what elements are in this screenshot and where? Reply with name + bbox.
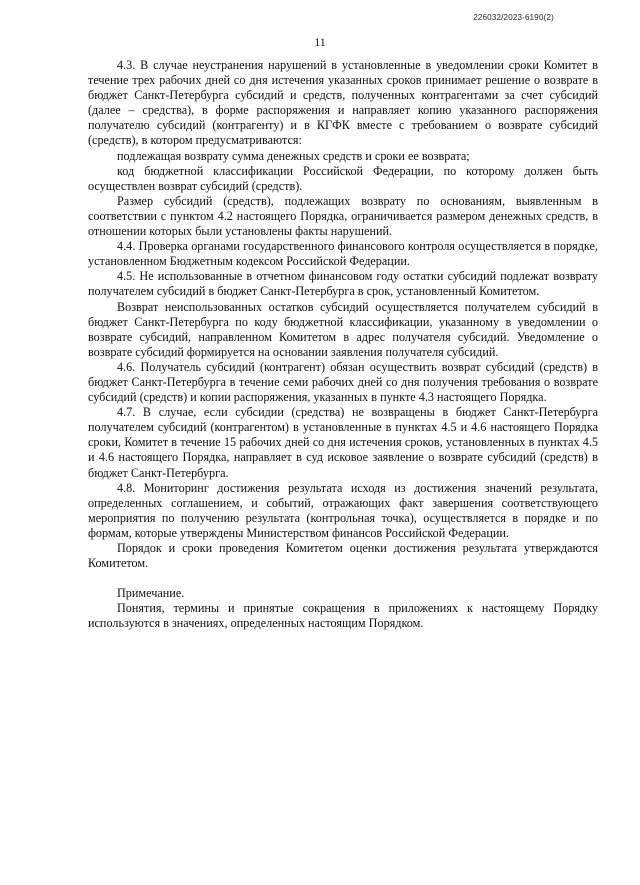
paragraph-subsidy-size: Размер субсидий (средств), подлежащих возврату по основаниям, выявленным в соответствии с пунктом 4.2 настоящего Порядка, ограничивается размером денежных средств, в отношении которых были установлены факты нарушений. xyxy=(88,193,598,239)
paragraph-unused-balance-return: Возврат неиспользованных остатков субсидий осуществляется получателем субсидий в бюджет Санкт-Петербурга по коду бюджетной классификации, указанному в уведомлении о возврате субсидий, направленном Комитетом в адрес получателя субсидий. Уведомление о возврате субсидий формируется на основании заявления получателя субсидий. xyxy=(88,299,598,359)
page-number: 11 xyxy=(314,35,326,49)
paragraph-return-amount: подлежащая возврату сумма денежных средств и сроки ее возврата; xyxy=(117,148,470,163)
paragraph-budget-code: код бюджетной классификации Российской Федерации, по которому должен быть осуществлен возврат субсидий (средств). xyxy=(88,163,598,193)
paragraph-4-6: 4.6. Получатель субсидий (контрагент) обязан осуществить возврат субсидий (средств) в бюджет Санкт-Петербурга в течение семи рабочих дней со дня получения требования о возврате субсидий (средств) и копии распоряжения, указанных в пункте 4.3 настоящего Порядка. xyxy=(88,359,598,405)
document-id: 226032/2023-6190(2) xyxy=(473,13,554,22)
paragraph-evaluation-procedure: Порядок и сроки проведения Комитетом оценки достижения результата утверждаются Комитетом. xyxy=(88,541,598,571)
note-text: Понятия, термины и принятые сокращения в приложениях к настоящему Порядку используются в значениях, определенных настоящим Порядком. xyxy=(88,601,598,631)
note-heading: Примечание. xyxy=(117,586,185,601)
paragraph-4-5: 4.5. Не использованные в отчетном финансовом году остатки субсидий подлежат возврату получателем субсидий в бюджет Санкт-Петербурга в срок, установленный Комитетом. xyxy=(88,269,598,299)
paragraph-4-4: 4.4. Проверка органами государственного финансового контроля осуществляется в порядке, установленном Бюджетным кодексом Российской Федерации. xyxy=(88,239,598,269)
paragraph-4-7: 4.7. В случае, если субсидии (средства) не возвращены в бюджет Санкт-Петербурга получателем субсидий (контрагентом) в установленные в пунктах 4.5 и 4.6 настоящего Порядка сроки, Комитет в течение 15 рабочих дней со дня истечения сроков, установленных в пунктах 4.5 и 4.6 настоящего Порядка, направляет в суд исковое заявление о возврате субсидий (средств) в бюджет Санкт-Петербурга. xyxy=(88,405,598,480)
paragraph-4-3: 4.3. В случае неустранения нарушений в установленные в уведомлении сроки Комитет в течение трех рабочих дней со дня истечения указанных сроков принимает решение о возврате в бюджет Санкт-Петербурга субсидий и средств, полученных контрагентами за счет субсидий (далее – средства), в форме распоряжения и направляет копию указанного распоряжения получателю субсидий (контрагенту) и в КГФК вместе с требованием о возврате субсидий (средств), в котором предусматриваются: xyxy=(88,58,598,148)
paragraph-4-8: 4.8. Мониторинг достижения результата исходя из достижения значений результата, определенных соглашением, и событий, отражающих факт завершения соответствующего мероприятия по получению результата (контрольная точка), осуществляется в порядке и по формам, которые утверждены Министерством финансов Российской Федерации. xyxy=(88,480,598,540)
document-body xyxy=(88,58,598,631)
